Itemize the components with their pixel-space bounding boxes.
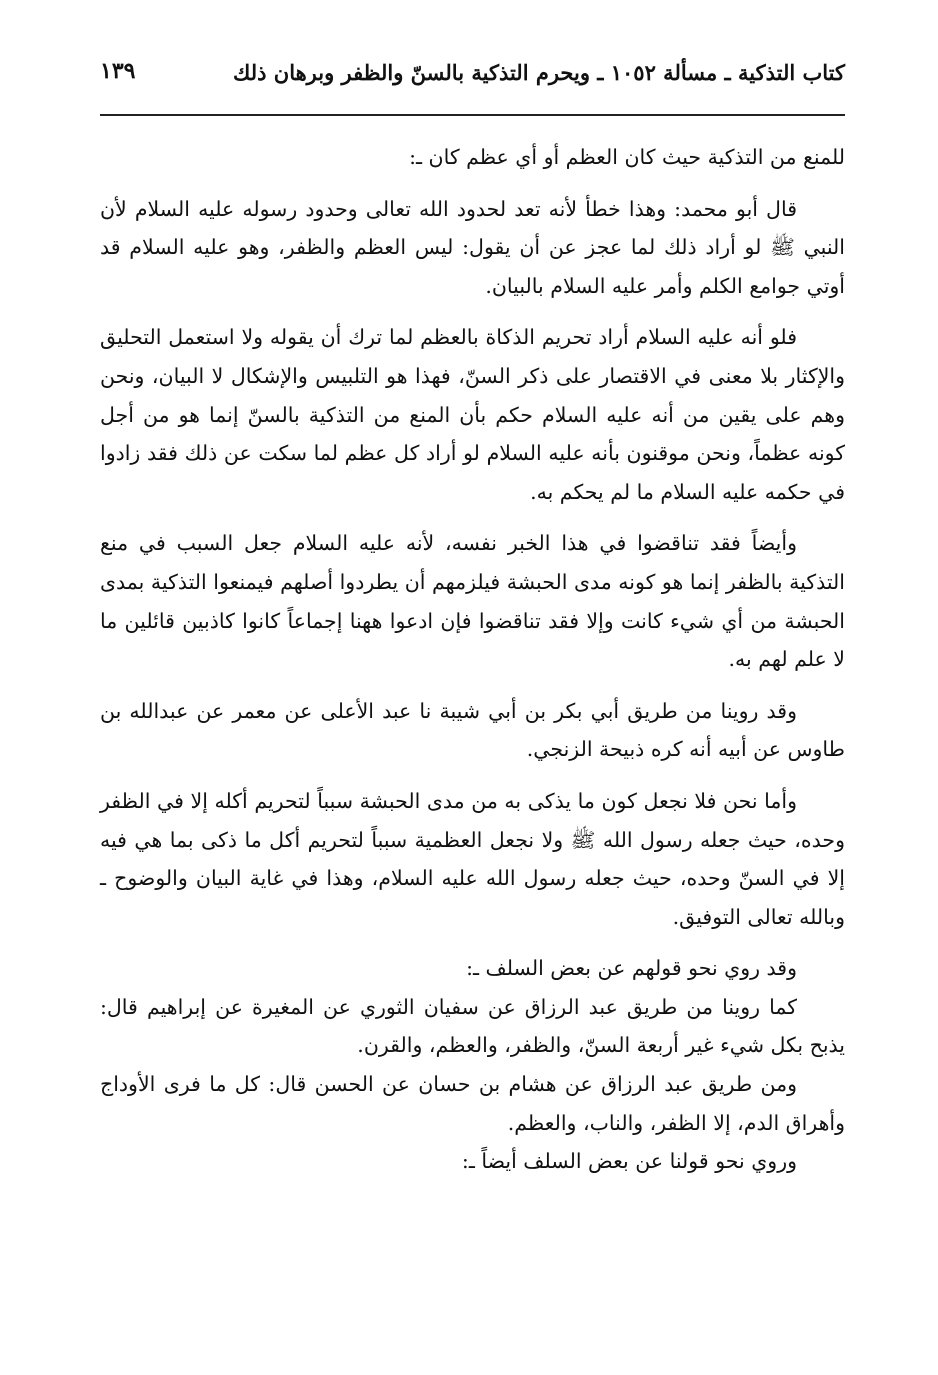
paragraph-4: وأيضاً فقد تناقضوا في هذا الخبر نفسه، لأنه عليه السلام جعل السبب في منع التذكية بالظفر إنما هو كونه مدى الحبشة فيلزمهم أن يطردوا أصلهم فيمنعوا التذكية بمدى الحبشة من أي شيء كانت وإلا فقد تناقضوا فإن ادعوا ههنا إجماعاً كانوا كاذبين قائلين ما لا علم لهم به. [100, 531, 845, 672]
paragraph-7: وقد روي نحو قولهم عن بعض السلف ـ: [466, 956, 797, 981]
page-number: ١٣٩ [100, 58, 136, 84]
paragraph-6: وأما نحن فلا نجعل كون ما يذكى به من مدى الحبشة سبباً لتحريم أكله إلا في الظفر وحده، حيث جعله رسول الله ﷺ ولا نجعل العظمية سبباً لتحريم أكل ما ذكى بما هي فيه إلا في السنّ وحده، حيث جعله رسول الله عليه السلام، وهذا في غاية البيان والوضوح ـ وبالله تعالى التوفيق. [100, 788, 845, 929]
header-title: كتاب التذكية ـ مسألة ١٠٥٢ ـ ويحرم التذكية بالسنّ والظفر وبرهان ذلك [233, 60, 845, 85]
header-divider [100, 114, 845, 116]
paragraph-5: وقد روينا من طريق أبي بكر بن أبي شيبة نا عبد الأعلى عن معمر عن عبدالله بن طاوس عن أبيه أنه كره ذبيحة الزنجي. [100, 698, 845, 762]
paragraph-9: ومن طريق عبد الرزاق عن هشام بن حسان عن الحسن قال: كل ما فرى الأوداج وأهراق الدم، إلا الظفر، والناب، والعظم. [100, 1072, 845, 1135]
paragraph-3: فلو أنه عليه السلام أراد تحريم الذكاة بالعظم لما ترك أن يقوله ولا استعمل التحليق والإكثار بلا معنى في الاقتصار على ذكر السنّ، فهذا هو التلبيس والإشكال لا البيان، ونحن وهم على يقين من أنه عليه السلام حكم بأن المنع من التذكية بالسنّ إنما هو من أجل كونه عظماً، ونحن موقنون بأنه عليه السلام لو أراد كل عظم لما سكت عن ذلك فقد زادوا في حكمه عليه السلام ما لم يحكم به. [100, 325, 845, 504]
running-header [100, 52, 845, 96]
paragraph-2: قال أبو محمد: وهذا خطأ لأنه تعد لحدود الله تعالى وحدود رسوله عليه السلام لأن النبي ﷺ لو أراد ذلك لما عجز عن أن يقول: ليس العظم والظفر، وهو عليه السلام قد أوتي جوامع الكلم وأمر عليه السلام بالبيان. [100, 196, 845, 298]
paragraph-10: وروي نحو قولنا عن بعض السلف أيضاً ـ: [461, 1149, 797, 1174]
paragraph-1: للمنع من التذكية حيث كان العظم أو أي عظم كان ـ: [409, 145, 845, 169]
body-text [100, 138, 845, 1181]
paragraph-8: كما روينا من طريق عبد الرزاق عن سفيان الثوري عن المغيرة عن إبراهيم قال: يذبح بكل شيء غير أربعة السنّ، والظفر، والعظم، والقرن. [100, 994, 845, 1058]
